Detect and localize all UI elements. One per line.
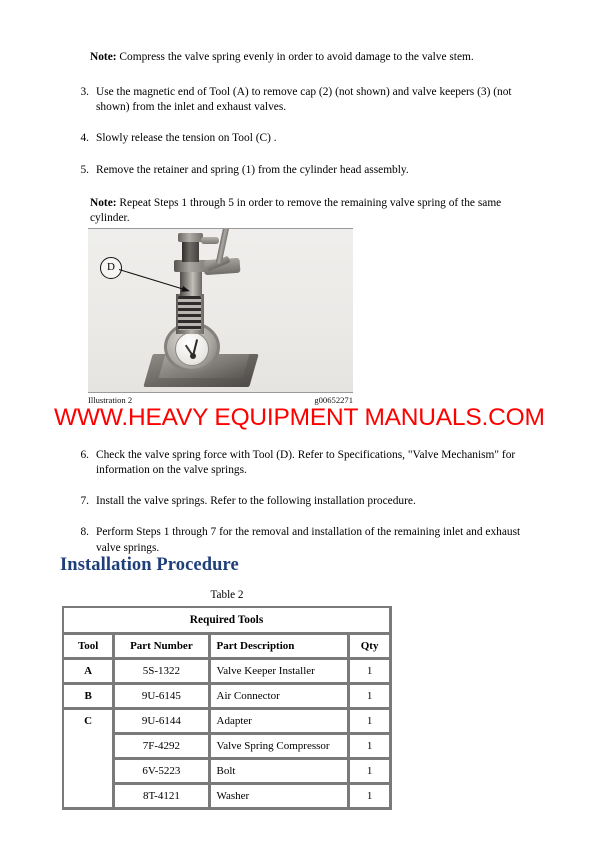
table-row <box>63 659 391 684</box>
cell-tool-group-c: C <box>63 709 114 809</box>
step-5-number: 5. <box>80 163 89 176</box>
cell-qty: 1 <box>349 784 391 809</box>
cell-part-number: 9U-6144 <box>114 709 209 734</box>
table-title: Required Tools <box>63 607 391 634</box>
step-5 <box>74 163 534 178</box>
cell-description: Bolt <box>210 759 350 784</box>
table-title-row <box>63 607 391 634</box>
cell-part-number: 5S-1322 <box>114 659 209 684</box>
valve-spring-tester-photo <box>88 229 353 392</box>
table-header-row <box>63 634 391 659</box>
step-6-number: 6. <box>80 449 89 461</box>
cell-qty: 1 <box>349 684 391 709</box>
table-caption: Table 2 <box>210 589 244 601</box>
step-8-text: Perform Steps 1 through 7 for the removal and installation of the remaining inlet and exhaust valve springs. <box>96 526 521 554</box>
cell-description: Air Connector <box>210 684 350 709</box>
header-part-number: Part Number <box>114 634 209 659</box>
note-label: Note: <box>90 51 117 63</box>
table-row <box>63 684 391 709</box>
step-8-number: 8. <box>80 526 89 539</box>
repeat-note-label: Note: <box>90 196 117 209</box>
cell-qty: 1 <box>349 759 391 784</box>
cell-tool: B <box>63 684 114 709</box>
step-4-text: Slowly release the tension on Tool (C) . <box>96 132 277 145</box>
cell-part-number: 7F-4292 <box>114 734 209 759</box>
cell-part-number: 6V-5223 <box>114 759 209 784</box>
required-tools-table <box>62 606 392 810</box>
cell-qty: 1 <box>349 734 391 759</box>
illustration-figure <box>88 228 353 405</box>
step-4 <box>74 131 534 146</box>
step-6-text: Check the valve spring force with Tool (D). Refer to Specifications, "Valve Mechanism" for information on the valve springs. <box>96 449 516 477</box>
step-6 <box>74 448 534 478</box>
step-3 <box>74 85 534 115</box>
tester-upper-column <box>182 240 199 262</box>
upper-text-block <box>74 50 534 226</box>
compression-spring <box>178 296 201 330</box>
repeat-note-text: Repeat Steps 1 through 5 in order to remove the remaining valve spring of the same cylinder. <box>90 196 502 224</box>
cell-part-number: 8T-4121 <box>114 784 209 809</box>
repeat-note <box>90 196 534 226</box>
cell-description: Valve Keeper Installer <box>210 659 350 684</box>
tester-top-cap <box>178 233 203 242</box>
site-watermark: WWW.HEAVY EQUIPMENT MANUALS.COM <box>54 404 545 431</box>
gauge-dial-face <box>175 332 209 366</box>
compress-note <box>90 50 534 65</box>
figure-image-id: g00652271 <box>314 395 353 405</box>
step-5-text: Remove the retainer and spring (1) from the cylinder head assembly. <box>96 163 409 176</box>
installation-procedure-heading: Installation Procedure <box>60 555 239 575</box>
figure-caption: Illustration 2 <box>88 395 133 405</box>
cell-qty: 1 <box>349 659 391 684</box>
step-3-number: 3. <box>80 86 89 99</box>
step-7-number: 7. <box>80 495 89 508</box>
step-8 <box>74 525 534 555</box>
tester-top-fitting <box>201 237 219 244</box>
cell-description: Valve Spring Compressor <box>210 734 350 759</box>
lower-text-block <box>74 448 534 556</box>
header-tool: Tool <box>63 634 114 659</box>
cell-tool: A <box>63 659 114 684</box>
header-qty: Qty <box>349 634 391 659</box>
step-7-text: Install the valve springs. Refer to the following installation procedure. <box>96 495 416 508</box>
step-4-number: 4. <box>80 132 89 145</box>
callout-d-bubble: D <box>100 257 122 279</box>
cell-qty: 1 <box>349 709 391 734</box>
step-3-text: Use the magnetic end of Tool (A) to remove cap (2) (not shown) and valve keepers (3) (not shown) from the inlet and exhaust valves. <box>96 86 512 114</box>
cell-description: Adapter <box>210 709 350 734</box>
cell-part-number: 9U-6145 <box>114 684 209 709</box>
cell-description: Washer <box>210 784 350 809</box>
gauge-hub <box>190 353 196 359</box>
header-part-description: Part Description <box>210 634 350 659</box>
table-row <box>63 709 391 734</box>
step-7 <box>74 494 534 509</box>
note-text: Compress the valve spring evenly in order to avoid damage to the valve stem. <box>116 51 474 63</box>
